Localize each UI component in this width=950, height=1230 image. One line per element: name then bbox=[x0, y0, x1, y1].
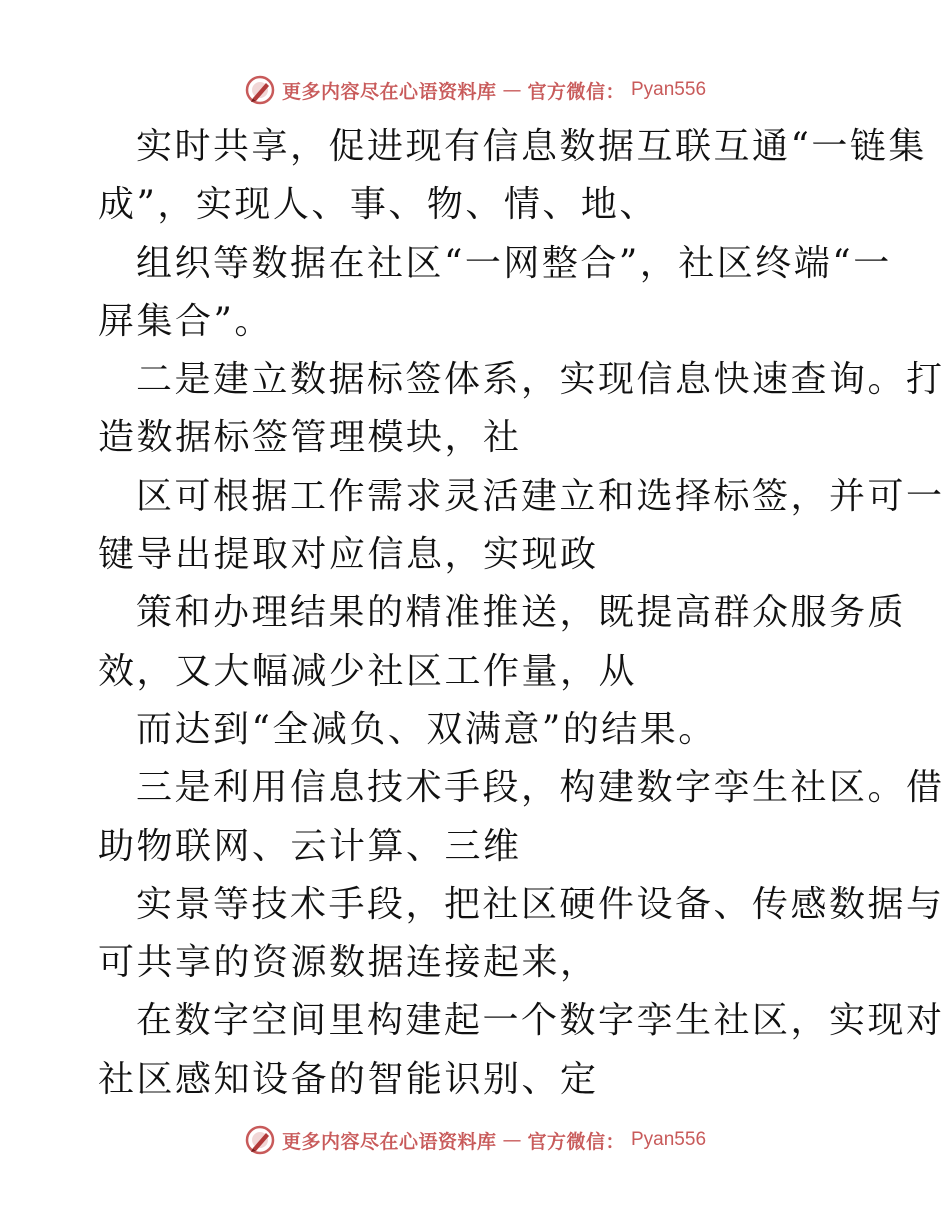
text-line: 屏集合”。 bbox=[98, 300, 273, 342]
text-line: 在数字空间里构建起一个数字孪生社区，实现对 bbox=[136, 1000, 945, 1042]
pen-logo-icon bbox=[244, 1124, 276, 1156]
text-line: 二是建立数据标签体系，实现信息快速查询。打 bbox=[136, 359, 945, 401]
pen-logo-icon bbox=[244, 74, 276, 106]
text-line: 效，又大幅减少社区工作量，从 bbox=[98, 650, 638, 692]
text-line: 实时共享，促进现有信息数据互联互通“一链集 bbox=[136, 126, 927, 167]
text-line: 实景等技术手段，把社区硬件设备、传感数据与 bbox=[136, 883, 945, 925]
text-line: 助物联网、云计算、三维 bbox=[98, 825, 522, 867]
text-line: 策和办理结果的精准推送，既提高群众服务质 bbox=[136, 592, 907, 634]
text-line: 可共享的资源数据连接起来， bbox=[98, 942, 599, 984]
text-line: 区可根据工作需求灵活建立和选择标签，并可一 bbox=[136, 475, 945, 517]
watermark-label: 官方微信： bbox=[527, 1130, 625, 1153]
watermark-text: 更多内容尽在心语资料库 bbox=[281, 80, 497, 103]
text-line: 社区感知设备的智能识别、定 bbox=[98, 1058, 599, 1100]
footer-watermark bbox=[0, 1120, 950, 1160]
text-line: 造数据标签管理模块，社 bbox=[98, 417, 522, 459]
text-line: 成”，实现人、事、物、情、地、 bbox=[98, 184, 658, 226]
header-watermark bbox=[0, 70, 950, 110]
text-line: 键导出提取对应信息，实现政 bbox=[98, 534, 599, 576]
watermark-separator: — bbox=[502, 1129, 522, 1151]
document-body bbox=[98, 118, 945, 1109]
watermark-text: 更多内容尽在心语资料库 bbox=[281, 1130, 497, 1153]
text-line: 三是利用信息技术手段，构建数字孪生社区。借 bbox=[136, 767, 945, 809]
text-line: 而达到“全减负、双满意”的结果。 bbox=[136, 708, 717, 750]
text-line: 组织等数据在社区“一网整合”，社区终端“一 bbox=[136, 242, 892, 284]
watermark-label: 官方微信： bbox=[527, 80, 625, 103]
watermark-id: Pyan556 bbox=[631, 1129, 707, 1150]
watermark-separator: — bbox=[502, 79, 522, 101]
watermark-id: Pyan556 bbox=[631, 79, 707, 100]
